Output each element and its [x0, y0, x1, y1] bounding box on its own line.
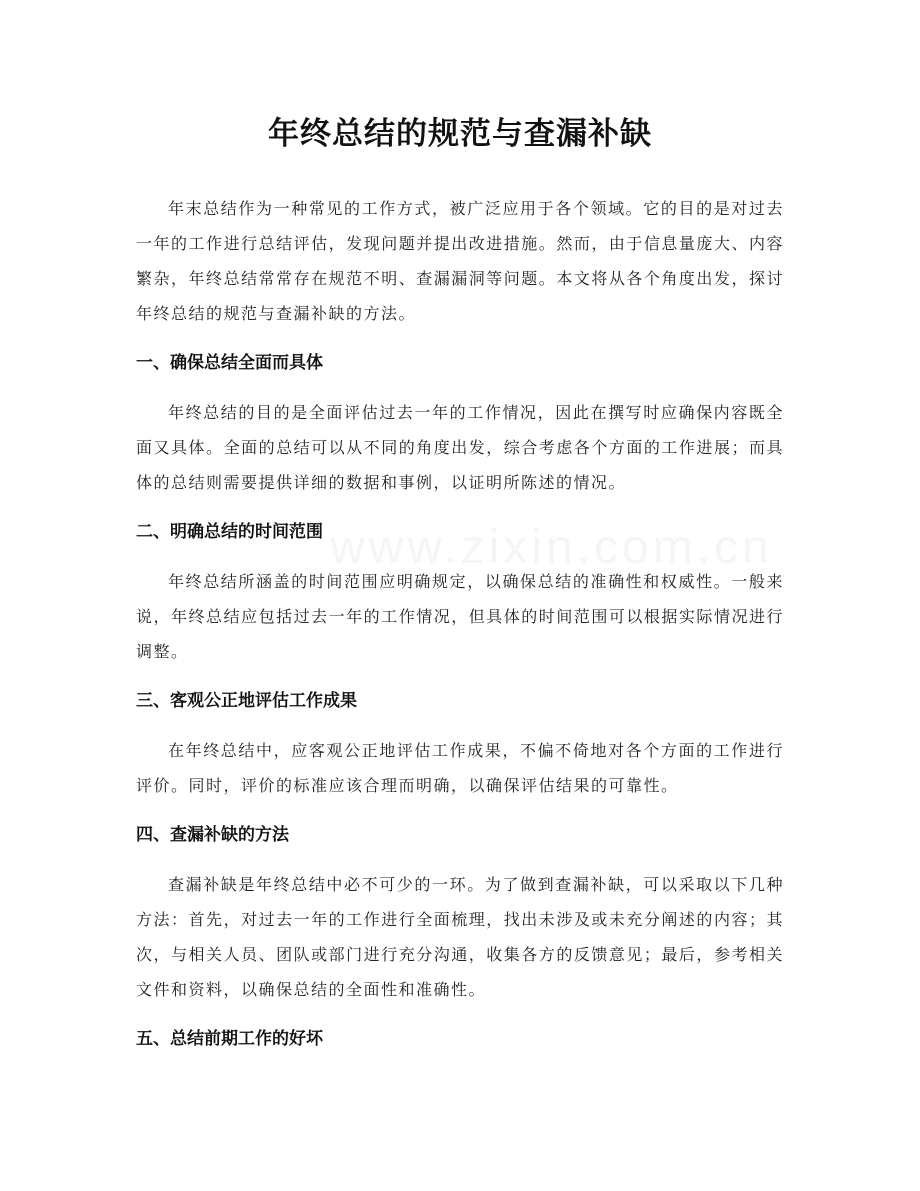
section-4-paragraph: 查漏补缺是年终总结中必不可少的一环。为了做到查漏补缺，可以采取以下几种方法：首先，对过去一年的工作进行全面梳理，找出未涉及或未充分阐述的内容；其次，与相关人员、团队或部门进行充分沟通，收集各方的反馈意见；最后，参考相关文件和资料，以确保总结的全面性和准确性。: [136, 875, 784, 999]
section-4-heading: 四、查漏补缺的方法: [136, 825, 289, 845]
section-3-paragraph: 在年终总结中，应客观公正地评估工作成果，不偏不倚地对各个方面的工作进行评价。同时，评价的标准应该合理而明确，以确保评估结果的可靠性。: [136, 741, 784, 795]
intro-paragraph: 年末总结作为一种常见的工作方式，被广泛应用于各个领域。它的目的是对过去一年的工作进行总结评估，发现问题并提出改进措施。然而，由于信息量庞大、内容繁杂，年终总结常常存在规范不明、查漏漏洞等问题。本文将从各个角度出发，探讨年终总结的规范与查漏补缺的方法。: [136, 199, 784, 323]
section-2-paragraph: 年终总结所涵盖的时间范围应明确规定，以确保总结的准确性和权威性。一般来说，年终总结应包括过去一年的工作情况，但具体的时间范围可以根据实际情况进行调整。: [136, 572, 784, 661]
watermark-text: www.zixin.com.cn: [330, 521, 773, 574]
section-3-heading: 三、客观公正地评估工作成果: [136, 691, 357, 711]
section-1-paragraph: 年终总结的目的是全面评估过去一年的工作情况，因此在撰写时应确保内容既全面又具体。全面的总结可以从不同的角度出发，综合考虑各个方面的工作进展；而具体的总结则需要提供详细的数据和事例，以证明所陈述的情况。: [136, 403, 784, 492]
document-title: 年终总结的规范与查漏补缺: [268, 116, 652, 152]
section-1-heading: 一、确保总结全面而具体: [136, 353, 323, 373]
section-2-heading: 二、明确总结的时间范围: [136, 522, 323, 542]
section-5-heading: 五、总结前期工作的好坏: [136, 1029, 323, 1049]
